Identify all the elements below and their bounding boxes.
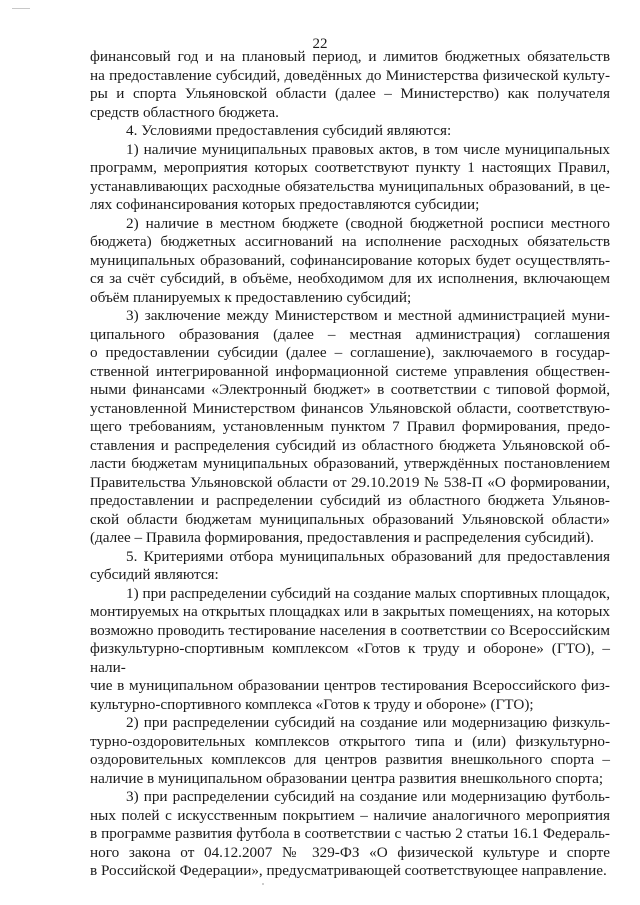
text-line: в Российской Федерации», предусматривающей соответствующее направление. [90, 862, 607, 879]
text-line: возможно проводить тестирование населения в соответствии со Всероссийским [90, 621, 610, 639]
scan-artifact [12, 8, 30, 9]
text-line: оздоровительных комплексов для центров развития внешкольного спорта – [90, 751, 610, 768]
text-line: бюджета) бюджетных ассигнований на исполнение расходных обязательств [90, 233, 610, 250]
text-line: турно-оздоровительных комплексов открытого типа и (или) физкультурно- [90, 732, 610, 750]
paragraph [90, 548, 610, 585]
text-line: Правительства Ульяновской области от 29.10.2019 № 538-П «О формировании, [90, 473, 610, 491]
text-line: (далее – Правила формирования, предоставления и распределения субсидий). [90, 529, 594, 546]
text-line: ными финансами «Электронный бюджет» в соответствии с типовой формой, [90, 381, 610, 398]
text-line: в программе развития футбола в соответствии с частью 2 статьи 16.1 Федераль- [90, 825, 610, 842]
text-line: объём планируемых к предоставлению субсидий; [90, 288, 412, 306]
text-line: 3) заключение между Министерством и местной администрацией муни- [126, 307, 610, 324]
paragraph [90, 788, 610, 881]
text-line: 5. Критериями отбора муниципальных образований для предоставления [126, 547, 610, 565]
text-line: наличие в муниципальном образовании центра развития внешкольного спорта; [90, 769, 604, 787]
text-line: финансовый год и на плановый период, и лимитов бюджетных обязательств [90, 48, 610, 65]
text-line: программ, мероприятия которых соответствуют пункту 1 настоящих Правил, [90, 159, 610, 176]
text-line: лях софинансирования которых предоставляются субсидии; [90, 196, 480, 213]
text-line: ской области бюджетам муниципальных образований Ульяновской области» [90, 510, 610, 528]
text-line: 3) при распределении субсидий на создание или модернизацию футболь- [126, 788, 610, 805]
text-line: ставления и распределения субсидий из областного бюджета Ульяновской об- [90, 436, 610, 454]
text-line: 2) наличие в местном бюджете (сводной бюджетной росписи местного [126, 214, 610, 232]
paragraph [90, 122, 610, 141]
text-line: ственной интегрированной информационной системе управления обществен- [90, 362, 610, 380]
page-number: 22 [312, 36, 328, 52]
text-line: субсидий являются: [90, 566, 219, 583]
text-line: о предоставлении субсидии (далее – соглашение), заключаемого в государ- [90, 344, 610, 361]
text-line: ся за счёт субсидий, в объёме, необходимом для их исполнения, включающем [90, 270, 610, 287]
text-line: ного закона от 04.12.2007 № 329-ФЗ «О физической культуре и спорте [90, 843, 610, 861]
document-body [90, 48, 610, 881]
text-line: щего требованиям, установленным пунктом 7 Правил формирования, предо- [90, 418, 610, 435]
text-line: муниципальных образований, софинансирование которых будет осуществлять- [90, 251, 610, 269]
text-line: культурно-спортивного комплекса «Готов к труду и обороне» (ГТО); [90, 695, 534, 713]
text-line: монтируемых на открытых площадках или в закрытых помещениях, на которых [90, 603, 610, 620]
paragraph [90, 141, 610, 215]
text-line: 2) при распределении субсидий на создание или модернизацию физкуль- [126, 714, 610, 731]
text-line: ципального образования (далее – местная администрация) соглашения [90, 325, 610, 343]
text-line: установленной Министерством финансов Ульяновской области, соответствую- [90, 399, 610, 417]
text-line: 4. Условиями предоставления субсидий являются: [126, 122, 452, 139]
paragraph [90, 585, 610, 715]
text-line: чие в муниципальном образовании центров тестирования Всероссийского физ- [90, 677, 610, 694]
scan-artifact-dot [262, 883, 264, 885]
text-line: ры и спорта Ульяновской области (далее – Министерство) как получателя [90, 85, 610, 102]
text-line: ласти бюджетам муниципальных образований, утверждённых постановлением [90, 455, 610, 472]
text-line: 1) при распределении субсидий на создание малых спортивных площадок, [126, 584, 610, 602]
paragraph [90, 714, 610, 788]
text-line: на предоставление субсидий, доведённых до Министерства физической культу- [90, 66, 610, 84]
text-line: физкультурно-спортивным комплексом «Готов к труду и обороне» (ГТО), – нали- [90, 640, 610, 676]
text-line: предоставлении и распределении субсидий из областного бюджета Ульянов- [90, 492, 610, 509]
text-line: устанавливающих расходные обязательства муниципальных образований, в це- [90, 177, 610, 195]
paragraph [90, 48, 610, 122]
text-line: 1) наличие муниципальных правовых актов, в том числе муниципальных [126, 140, 610, 158]
text-line: ных полей с искусственным покрытием – наличие аналогичного мероприятия [90, 806, 610, 824]
text-line: средств областного бюджета. [90, 103, 279, 121]
paragraph [90, 307, 610, 548]
paragraph [90, 215, 610, 308]
